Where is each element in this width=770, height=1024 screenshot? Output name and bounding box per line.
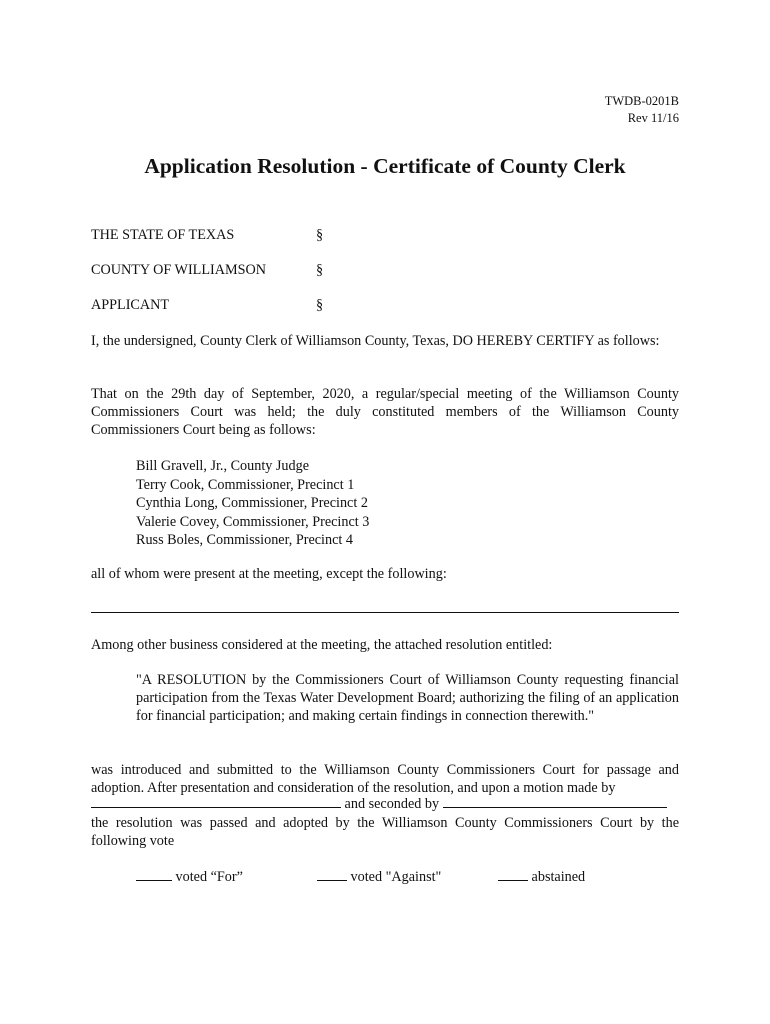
caption-applicant-section-symbol: § [316, 297, 324, 313]
form-identifier [605, 93, 679, 127]
introduced-paragraph: was introduced and submitted to the Williamson County Commissioners Court for passage and adoption. After presentation and consideration of the resolution, and upon a motion made by [91, 762, 679, 796]
member-item: Cynthia Long, Commissioner, Precinct 2 [136, 495, 368, 511]
vote-for [136, 868, 243, 886]
absent-members-blank-line[interactable] [91, 612, 679, 613]
vote-for-count-blank[interactable] [136, 868, 172, 881]
vote-against-label: voted "Against" [350, 869, 442, 885]
vote-against [317, 868, 441, 886]
member-item: Russ Boles, Commissioner, Precinct 4 [136, 532, 353, 548]
present-paragraph: all of whom were present at the meeting, except the following: [91, 566, 447, 582]
motion-by-blank[interactable] [91, 795, 341, 808]
form-number: TWDB-0201B [604, 94, 679, 108]
vote-abstained-label: abstained [531, 869, 586, 885]
vote-for-label: voted “For” [175, 869, 243, 885]
motion-line [91, 795, 679, 813]
document-title: Application Resolution - Certificate of County Clerk [144, 154, 626, 178]
member-item: Terry Cook, Commissioner, Precinct 1 [136, 476, 355, 493]
among-paragraph: Among other business considered at the meeting, the attached resolution entitled: [91, 637, 553, 653]
caption-applicant-label: APPLICANT [91, 297, 170, 313]
member-list [136, 457, 369, 550]
member-item: Valerie Covey, Commissioner, Precinct 3 [136, 513, 370, 530]
resolution-title-quote: "A RESOLUTION by the Commissioners Court of Williamson County requesting financial participation from the Texas Water Development Board; authorizing the filing of an application for financial participation; and making certain findings in connection therewith." [136, 672, 679, 724]
caption-county-label: COUNTY OF WILLIAMSON [91, 262, 266, 278]
passed-paragraph: the resolution was passed and adopted by the Williamson County Commissioners Court by the following vote [91, 815, 679, 849]
seconded-by-label: and seconded by [344, 796, 440, 812]
caption-county-section-symbol: § [316, 262, 324, 278]
meeting-paragraph: That on the 29th day of September, 2020, a regular/special meeting of the Williamson County Commissioners Court was held; the duly constituted members of the Williamson County Commissioners Court being as follows: [91, 386, 679, 438]
seconded-by-blank[interactable] [443, 795, 667, 808]
caption-state-label: THE STATE OF TEXAS [91, 227, 235, 243]
caption-state-section-symbol: § [316, 227, 324, 243]
vote-abstained [498, 868, 585, 886]
form-revision: Rev 11/16 [627, 111, 679, 125]
member-item: Bill Gravell, Jr., County Judge [136, 458, 309, 474]
vote-abstained-count-blank[interactable] [498, 868, 528, 881]
vote-against-count-blank[interactable] [317, 868, 347, 881]
certify-paragraph: I, the undersigned, County Clerk of Williamson County, Texas, DO HEREBY CERTIFY as follows: [91, 333, 660, 349]
